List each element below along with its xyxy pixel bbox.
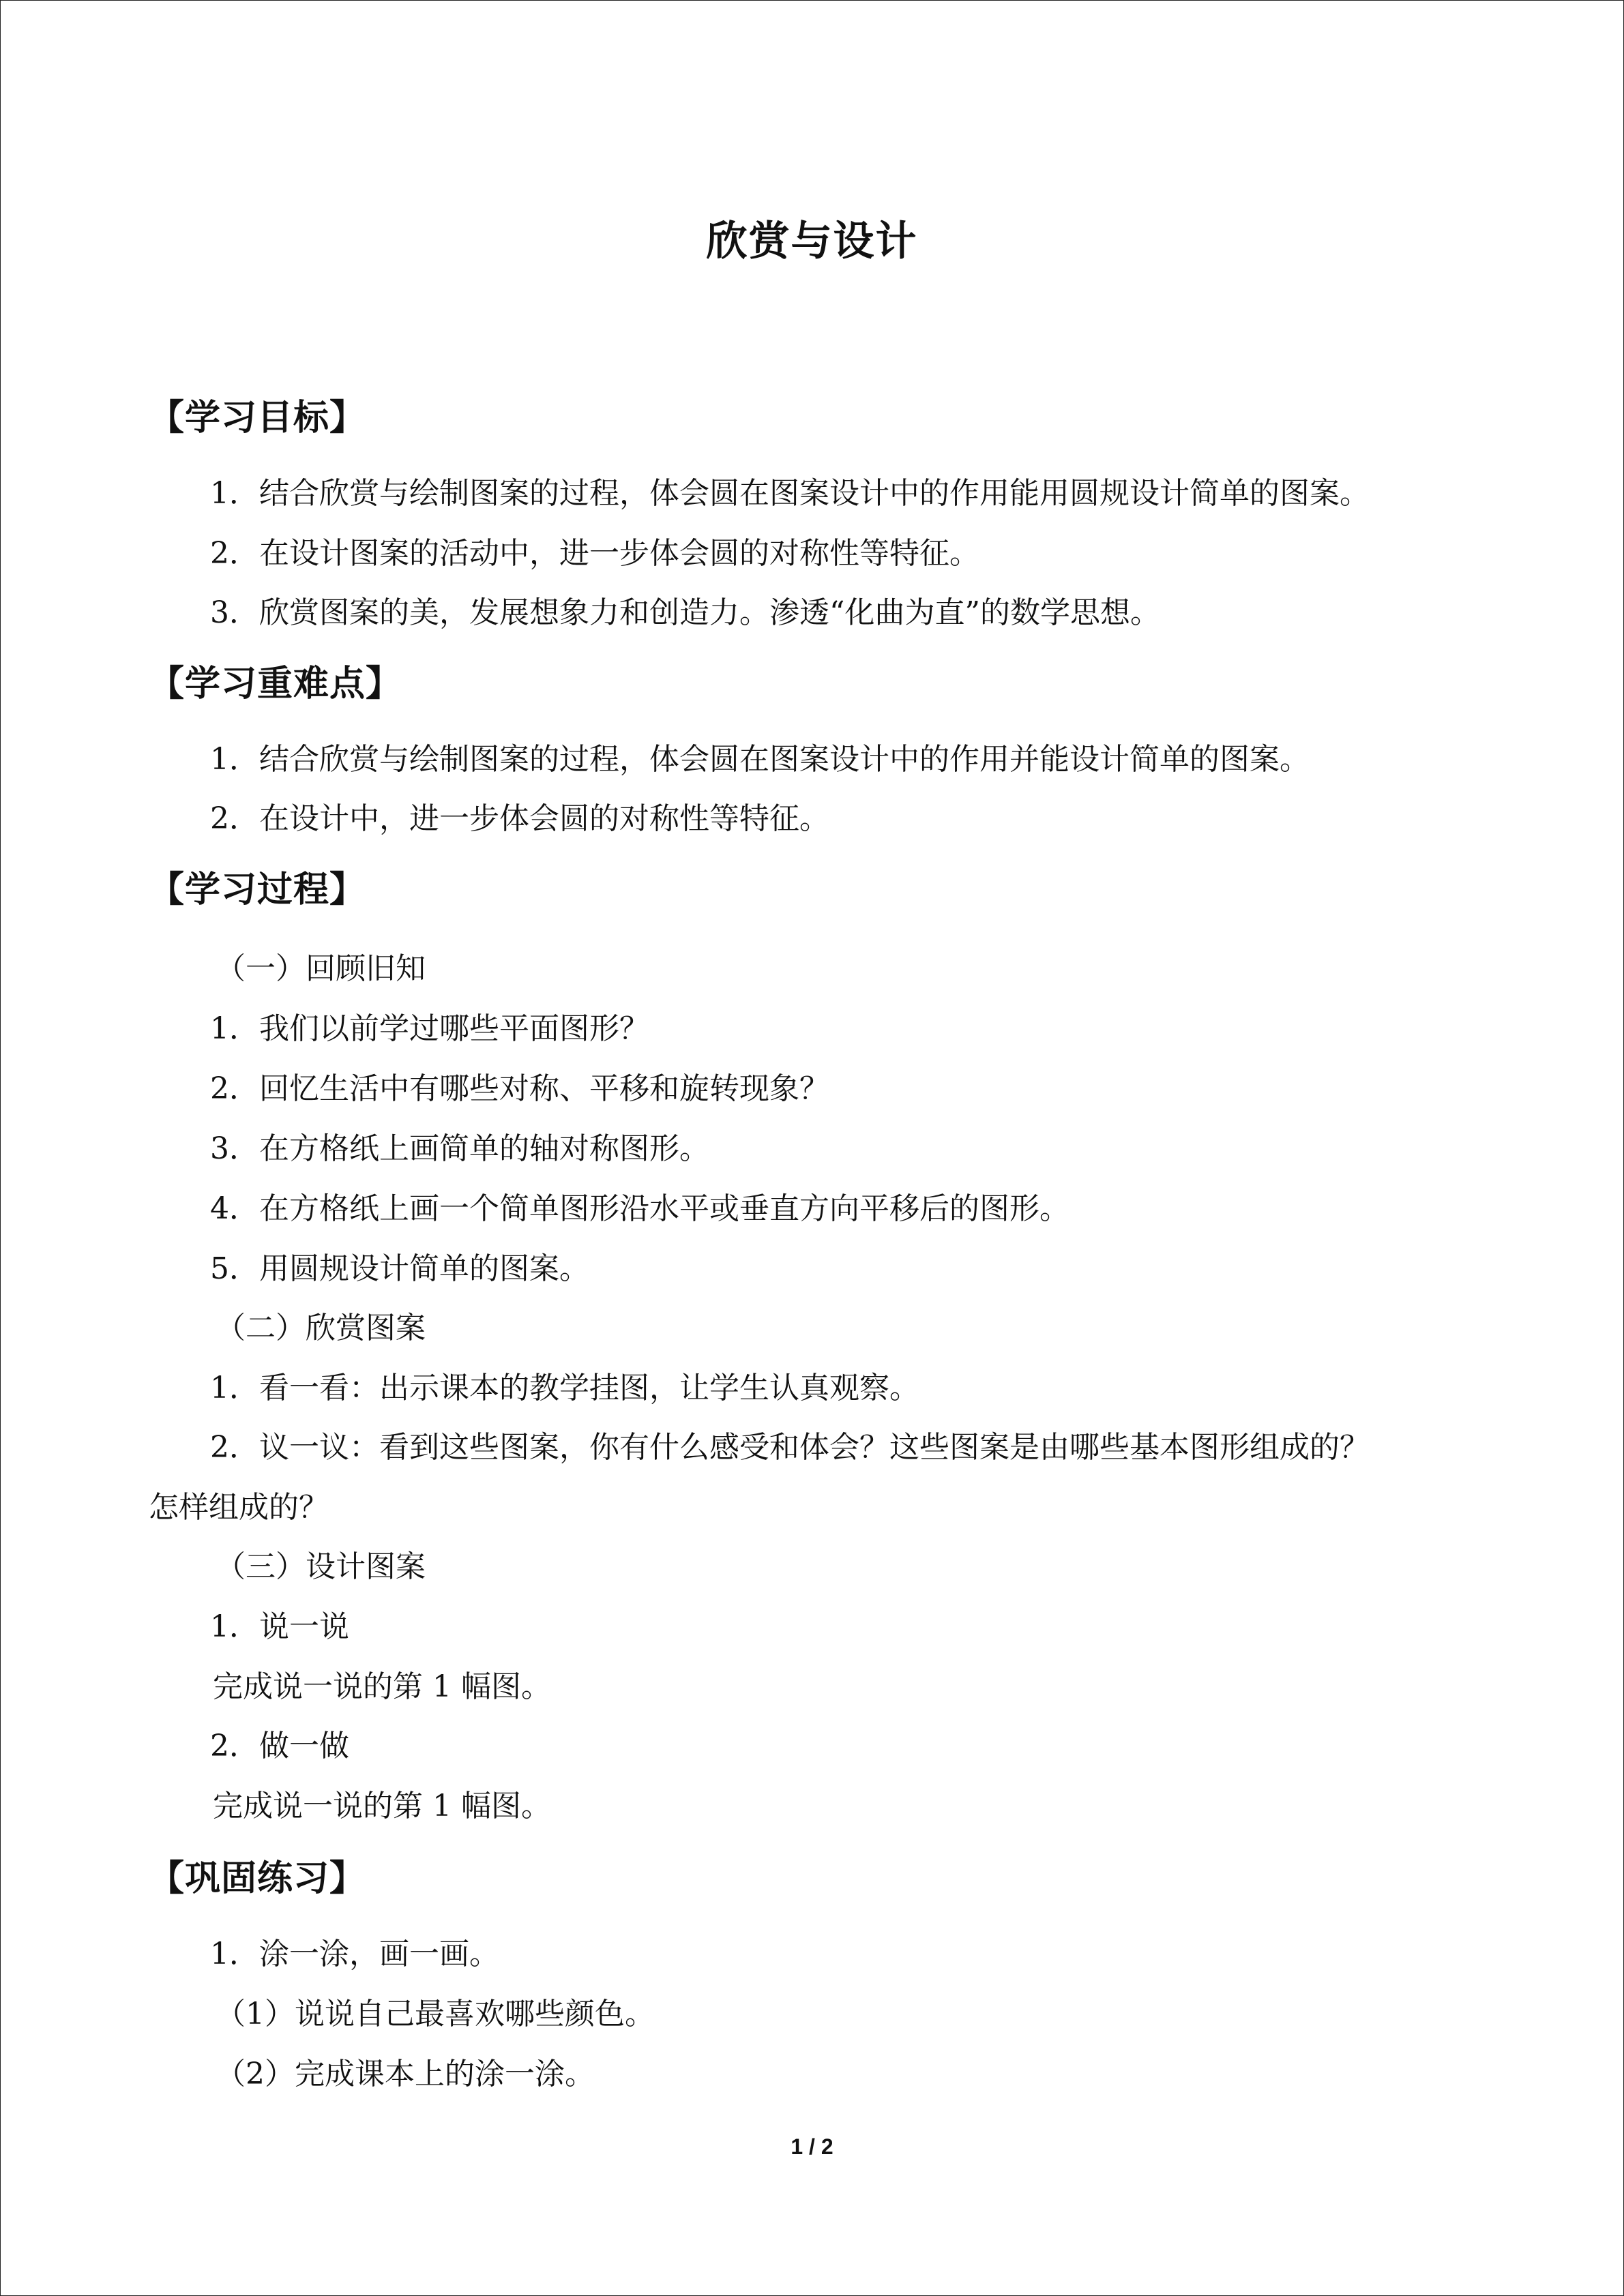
- process-part-title: （一）回顾旧知: [216, 951, 426, 986]
- process-item: 1．看一看：出示课本的教学挂图，让学生认真观察。: [210, 1371, 919, 1405]
- practice-sub-item: （2）完成课本上的涂一涂。: [216, 2057, 595, 2091]
- process-item-continuation: 怎样组成的？: [149, 1490, 329, 1525]
- process-item: 1．说一说: [210, 1609, 349, 1644]
- section-heading-process: 【学习过程】: [149, 869, 366, 910]
- key-point-item: 1．结合欣赏与绘制图案的过程，体会圆在图案设计中的作用并能设计简单的图案。: [210, 742, 1310, 777]
- process-part-title: （二）欣赏图案: [216, 1311, 426, 1345]
- process-item: 4．在方格纸上画一个简单图形沿水平或垂直方向平移后的图形。: [210, 1191, 1069, 1226]
- objective-item: 3．欣赏图案的美，发展想象力和创造力。渗透“化曲为直”的数学思想。: [210, 595, 1160, 630]
- process-item: 2．议一议：看到这些图案，你有什么感受和体会？这些图案是由哪些基本图形组成的？: [210, 1430, 1370, 1465]
- key-point-item: 2．在设计中，进一步体会圆的对称性等特征。: [210, 801, 829, 836]
- process-item: 2．回忆生活中有哪些对称、平移和旋转现象？: [210, 1071, 829, 1106]
- process-item: 3．在方格纸上画简单的轴对称图形。: [210, 1131, 709, 1166]
- section-heading-key-points: 【学习重难点】: [149, 664, 402, 704]
- page-number: 1 / 2: [791, 2134, 833, 2159]
- objective-item: 2．在设计图案的活动中，进一步体会圆的对称性等特征。: [210, 536, 979, 571]
- process-item: 5．用圆规设计简单的图案。: [210, 1251, 589, 1286]
- practice-item: 1．涂一涂，画一画。: [210, 1937, 499, 1971]
- process-item-detail: 完成说一说的第 1 幅图。: [213, 1789, 551, 1823]
- practice-sub-item: （1）说说自己最喜欢哪些颜色。: [216, 1997, 655, 2031]
- process-item-detail: 完成说一说的第 1 幅图。: [213, 1669, 551, 1704]
- document-title: 欣赏与设计: [706, 218, 918, 265]
- section-heading-practice: 【巩固练习】: [149, 1858, 366, 1899]
- objective-item: 1．结合欣赏与绘制图案的过程，体会圆在图案设计中的作用能用圆规设计简单的图案。: [210, 476, 1370, 511]
- process-item: 2．做一做: [210, 1729, 349, 1763]
- process-part-title: （三）设计图案: [216, 1549, 426, 1584]
- process-item: 1．我们以前学过哪些平面图形？: [210, 1011, 649, 1046]
- section-heading-objectives: 【学习目标】: [149, 398, 366, 438]
